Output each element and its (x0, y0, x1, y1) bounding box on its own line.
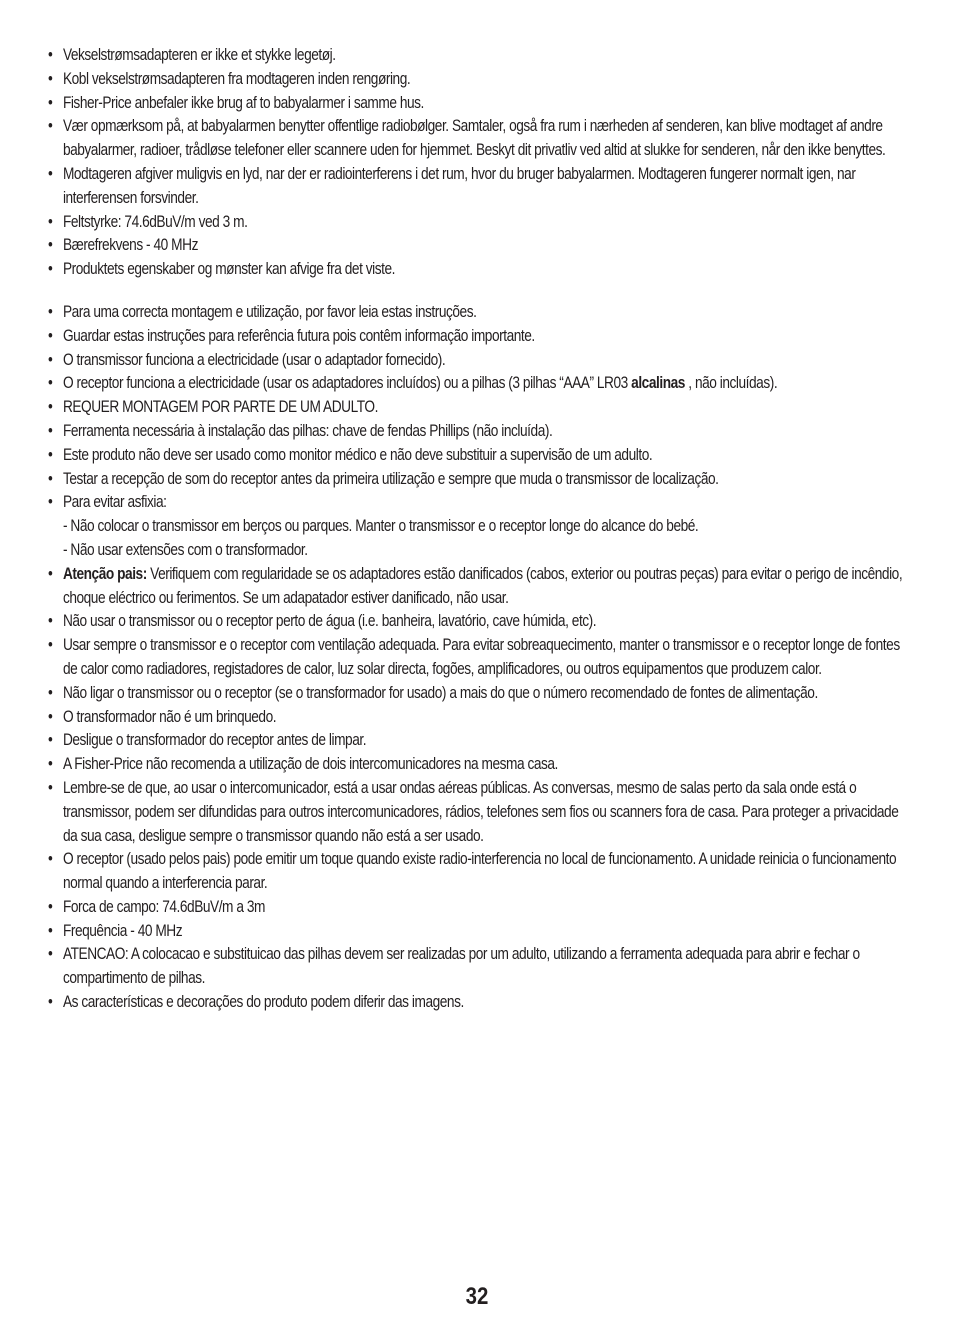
list-item: • Guardar estas instruções para referência futura pois contêm informação importante. (48, 325, 914, 349)
sub-item: - Não colocar o transmissor em berços ou parques. Manter o transmissor e o receptor longe do alcance do bebé. (62, 517, 699, 536)
list-item: • A Fisher-Price não recomenda a utilização de dois intercomunicadores na mesma casa. (48, 753, 914, 777)
list-item: • Produktets egenskaber og mønster kan afvige fra det viste. (48, 258, 914, 282)
list-item: • REQUER MONTAGEM POR PARTE DE UM ADULTO. (48, 396, 914, 420)
danish-list (48, 44, 914, 282)
list-item: • Lembre-se de que, ao usar o intercomunicador, está a usar ondas aéreas públicas. As conversas, mesmo de salas perto da sala onde está o transmissor, podem ser difundidas para outros intercomunicadores, rádios, telefones sem fios ou scanners fora de casa. Para proteger a privacidade da sua casa, desligue sempre o transmissor quando não está a ser usado. (48, 777, 914, 848)
list-item: • O transformador não é um brinquedo. (48, 706, 914, 730)
alkaline-emphasis: alcalinas (631, 374, 685, 393)
list-item (48, 491, 914, 562)
list-item: • Usar sempre o transmissor e o receptor com ventilação adequada. Para evitar sobreaquecimento, manter o transmissor e o receptor longe de fontes de calor como radiadores, registadores de calor, luz solar directa, fogões, amplificadores, ou outros equipamentos que produzem calor. (48, 634, 914, 682)
list-item: • Ferramenta necessária à instalação das pilhas: chave de fendas Phillips (não incluída). (48, 420, 914, 444)
list-item: • Este produto não deve ser usado como monitor médico e não deve substituir a supervisão de um adulto. (48, 444, 914, 468)
list-item: • Forca de campo: 74.6dBuV/m a 3m (48, 896, 914, 920)
list-item: • Feltstyrke: 74.6dBuV/m ved 3 m. (48, 211, 914, 235)
sub-item: - Não usar extensões com o transformador. (62, 540, 308, 559)
document-body (48, 44, 914, 1015)
list-item: • Desligue o transformador do receptor antes de limpar. (48, 729, 914, 753)
list-item: • Kobl vekselstrømsadapteren fra modtageren inden rengøring. (48, 68, 914, 92)
list-item: • Não usar o transmissor ou o receptor perto de água (i.e. banheira, lavatório, cave húmida, etc). (48, 610, 914, 634)
list-item (48, 372, 914, 396)
list-item: • O receptor (usado pelos pais) pode emitir um toque quando existe radio-interferencia no local de funcionamento. A unidade reinicia o funcionamento normal quando a interferencia parar. (48, 848, 914, 896)
parents-warning-text: Verifiquem com regularidade se os adaptadores estão danificados (cabos, exterior ou poutras peças) para evitar o perigo de incêndio, choque eléctrico ou ferimentos. Se um adapatador estiver danificado, não usar. (62, 564, 903, 607)
list-item: • As características e decorações do produto podem diferir das imagens. (48, 991, 914, 1015)
list-item: • ATENCAO: A colocacao e substituicao das pilhas devem ser realizadas por um adulto, utilizando a ferramenta adequada para abrir e fechar o compartimento de pilhas. (48, 943, 914, 991)
list-item: • Modtageren afgiver muligvis en lyd, nar der er radiointerferens i det rum, hvor du bruger babyalarmen. Modtageren fungerer normalt igen, nar interferensen forsvinder. (48, 163, 914, 211)
battery-text-pre: O receptor funciona a electricidade (usar os adaptadores incluídos) ou a pilhas (3 pilhas “AAA” LR03 (62, 374, 632, 393)
list-item: • Não ligar o transmissor ou o receptor (se o transformador for usado) a mais do que o número recomendado de fontes de alimentação. (48, 682, 914, 706)
portuguese-list (48, 301, 914, 1015)
page-number: 32 (465, 1283, 489, 1310)
asphyxia-heading: Para evitar asfixia: (62, 493, 167, 512)
list-item (48, 563, 914, 611)
list-item: • Frequência - 40 MHz (48, 920, 914, 944)
list-item: • Bærefrekvens - 40 MHz (48, 234, 914, 258)
list-item: • Vær opmærksom på, at babyalarmen benytter offentlige radiobølger. Samtaler, også fra rum i nærheden af senderen, kan blive modtaget af andre babyalarmer, radioer, trådløse telefoner eller scannere uden for hjemmet. Beskyt dit privatliv ved altid at slukke for senderen, når den ikke benyttes. (48, 115, 914, 163)
parents-warning-label: Atenção pais: (62, 564, 147, 583)
list-item: • Testar a recepção de som do receptor antes da primeira utilização e sempre que muda o transmissor de localização. (48, 468, 914, 492)
list-item: • Vekselstrømsadapteren er ikke et stykke legetøj. (48, 44, 914, 68)
list-item: • O transmissor funciona a electricidade (usar o adaptador fornecido). (48, 349, 914, 373)
list-item: • Para uma correcta montagem e utilização, por favor leia estas instruções. (48, 301, 914, 325)
section-divider (48, 282, 914, 301)
list-item: • Fisher-Price anbefaler ikke brug af to babyalarmer i samme hus. (48, 92, 914, 116)
battery-text-post: , não incluídas). (684, 374, 778, 393)
